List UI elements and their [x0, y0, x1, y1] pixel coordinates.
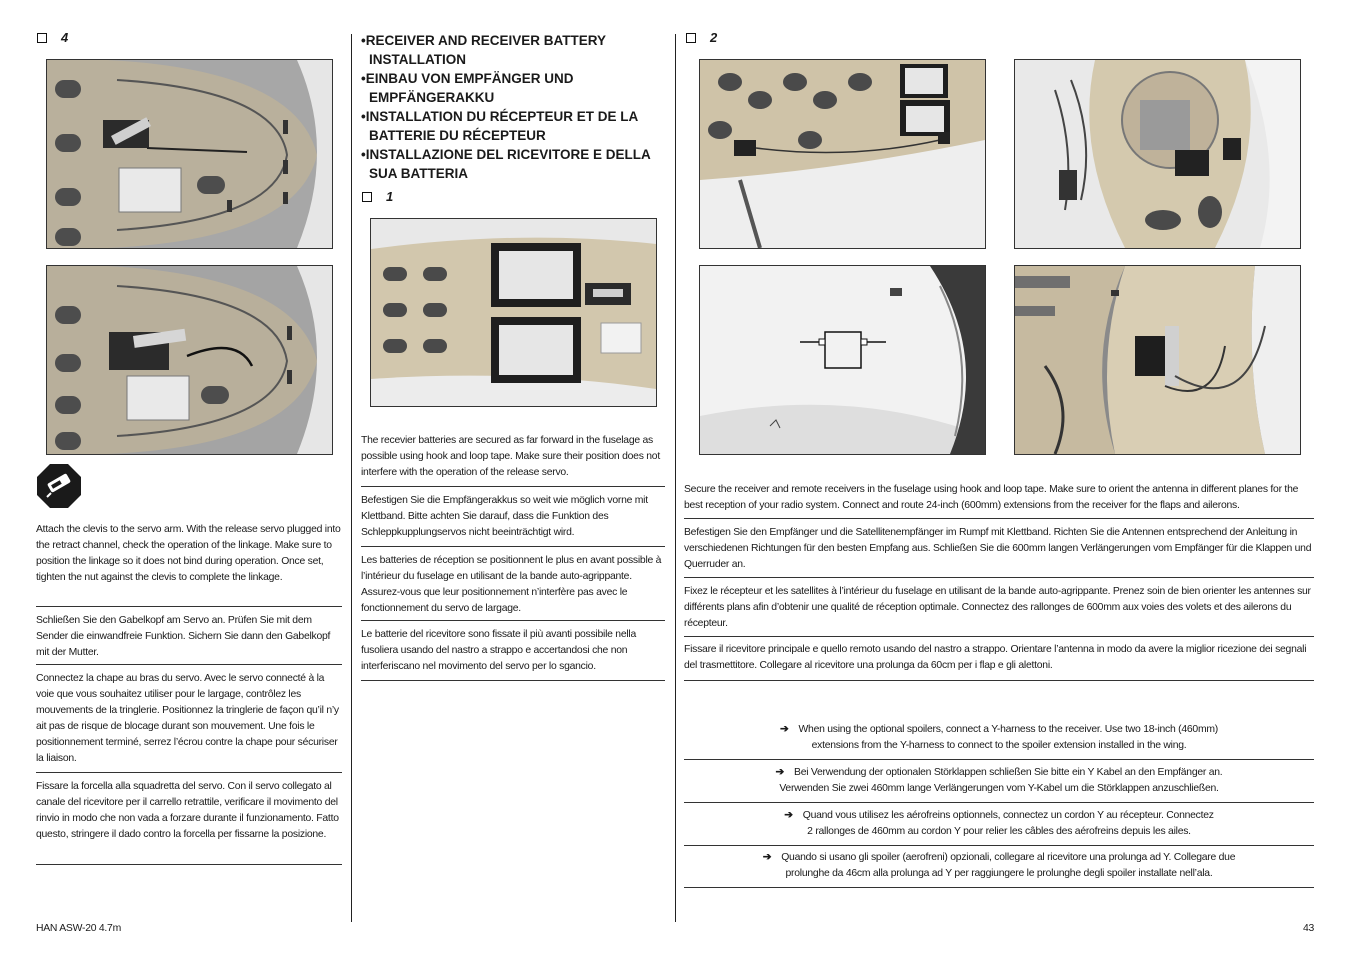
heading-fr: •INSTALLATION DU RÉCEPTEUR ET DE LA BATTERIE DU RÉCEPTEUR: [361, 109, 638, 143]
divider: [684, 845, 1314, 846]
divider: [684, 887, 1314, 888]
right-paragraph-fr: Fixez le récepteur et les satellites à l’intérieur du fuselage en utilisant de la bande auto-agrippante. Prenez soin de bien orienter les antennes sur différents plans afin d’obtenir une qualité de réception optimale. Connectez des rallonges de 600mm aux voies des volets et des ailerons du récepteur.: [684, 586, 1311, 629]
divider: [361, 680, 665, 681]
divider: [36, 772, 342, 773]
divider: [684, 680, 1314, 681]
page-number: 43: [1302, 923, 1314, 934]
fuselage-photo: [699, 265, 986, 455]
servo-photo-bottom: [46, 265, 333, 455]
left-paragraph-de: Schließen Sie den Gabelkopf am Servo an. Prüfen Sie mit dem Sender die einwandfreie Funktion. Sichern Sie dann den Gabelkopf mit der Mutter.: [36, 615, 331, 658]
glue-warning-icon: [37, 464, 81, 508]
arrow-right-icon: ➔: [784, 810, 793, 821]
middle-paragraph-it: Le batterie del ricevitore sono fissate il più avanti possibile nella fusoliera usando del nastro a strappo e accertandosi che non interferiscano nel movimento del servo per lo sgancio.: [361, 629, 637, 672]
divider: [684, 577, 1314, 578]
right-paragraph-en: Secure the receiver and remote receivers in the fuselage using hook and loop tape. Make sure to orient the antenna in different planes for the best reception of your radio system. Connect and route 24-inch (600mm) extensions from the receiver for the flaps and ailerons.: [684, 484, 1299, 511]
column-separator: [351, 34, 352, 922]
battery-photo: [370, 218, 657, 407]
heading-de: •EINBAU VON EMPFÄNGER UND EMPFÄNGERAKKU: [361, 71, 574, 105]
arrow-right-icon: ➔: [762, 852, 772, 863]
divider: [684, 636, 1314, 637]
right-paragraph-de: Befestigen Sie den Empfänger und die Satellitenempfänger im Rumpf mit Klettband. Richten Sie die Antennen entsprechend der Anleitung in verschiedenen Richtungen für den besten Empfang aus. Schließen Sie die 600mm langen Verlängerungen vom Empfänger für die Klappen und Querruder an.: [684, 527, 1312, 570]
divider: [361, 620, 665, 621]
receiver-photo-left: [699, 59, 986, 249]
middle-paragraph-de: Befestigen Sie die Empfängerakkus so weit wie möglich vorne mit Klettband. Bitte achten Sie darauf, dass die Funktion des Schleppkupplungservos nicht beeinträchtigt wird.: [361, 495, 648, 538]
middle-paragraph-en: The recevier batteries are secured as far forward in the fuselage as possible using hook and loop tape. Make sure their position does not interfere with the operation of the release servo.: [361, 435, 660, 478]
checkbox-icon: [686, 33, 696, 43]
divider: [684, 759, 1314, 760]
heading-en: •RECEIVER AND RECEIVER BATTERY INSTALLATION: [361, 33, 606, 67]
checkbox-icon: [37, 33, 47, 43]
section-heading: [361, 31, 661, 183]
spoiler-note-de: ➔ Bei Verwendung der optionalen Störklappen schließen Sie bitte ein Y Kabel an den Empfänger an. Verwenden Sie zwei 460mm lange Verlängerungen vom Y-Kabel um die Störklappen anzuschließen.: [775, 767, 1223, 794]
divider: [361, 546, 665, 547]
arrow-right-icon: ➔: [775, 767, 785, 778]
footer-model-name: HAN ASW-20 4.7m: [36, 923, 121, 934]
spoiler-note-fr: ➔ Quand vous utilisez les aérofreins optionnels, connectez un cordon Y au récepteur. Connectez 2 rallonges de 460mm au cordon Y pour relier les câbles des aérofreins depuis les ailes.: [784, 810, 1214, 837]
divider: [36, 606, 342, 607]
step-1-label: 1: [362, 189, 393, 204]
spoiler-note-it: ➔ Quando si usano gli spoiler (aerofreni) opzionali, collegare al ricevitore una prolunga ad Y. Collegare due prolunghe da 46cm alla prolunga ad Y per raggiungere le prolunghe degli spoiler installate nell’ala.: [762, 852, 1236, 879]
step-4-label: 4: [37, 30, 68, 45]
left-paragraph-it: Fissare la forcella alla squadretta del servo. Con il servo collegato al canale del ricevitore per il carrello retrattile, verificare il movimento del rinvio in modo che non vada a forzare durante il funzionamento. Fatto questo, stringere il dado contro la forcella per fissarne la posizione.: [36, 781, 339, 840]
receiver-photo-right: [1014, 59, 1301, 249]
divider: [36, 864, 342, 865]
divider: [361, 486, 665, 487]
right-paragraph-it: Fissare il ricevitore principale e quello remoto usando del nastro a strappo. Orientare l’antenna in modo da avere la miglior ricezione dei segnali del trasmettitore. Collegare al ricevitore una prolunga da 60cm per i flap e gli alettoni.: [684, 644, 1307, 671]
column-separator: [675, 34, 676, 922]
divider: [36, 664, 342, 665]
checkbox-icon: [362, 192, 372, 202]
wiring-photo: [1014, 265, 1301, 455]
middle-paragraph-fr: Les batteries de réception se positionnent le plus en avant possible à l’intérieur du fuselage en utilisant de la bande auto-agrippante. Assurez-vous que leur positionnement n’interfère pas avec le fonctionnement du servo de largage.: [361, 555, 662, 614]
heading-it: •INSTALLAZIONE DEL RICEVITORE E DELLA SUA BATTERIA: [361, 147, 651, 181]
step-2-label: 2: [686, 30, 717, 45]
servo-photo-top: [46, 59, 333, 249]
divider: [684, 518, 1314, 519]
left-paragraph-en: Attach the clevis to the servo arm. With the release servo plugged into the retract channel, check the operation of the linkage. Make sure to position the linkage so it does not bind during operation. Once set, tighten the nut against the clevis to complete the linkage.: [36, 524, 341, 583]
spoiler-note-en: ➔ When using the optional spoilers, connect a Y-harness to the receiver. Use two 18-inch (460mm) extensions from the Y-harness to connect to the spoiler extension installed in the wing.: [780, 724, 1218, 751]
divider: [684, 802, 1314, 803]
arrow-right-icon: ➔: [780, 724, 789, 735]
left-paragraph-fr: Connectez la chape au bras du servo. Avec le servo connecté à la voie que vous souhaitez utiliser pour le largage, contrôlez les mouvements de la tringlerie. Positionnez la tringlerie de façon qu’il n’y ait pas de risque de blocage durant son mouvement. Une fois le positionnement terminé, serrez l’écrou contre la chape pour sécuriser la liaison.: [36, 673, 339, 764]
